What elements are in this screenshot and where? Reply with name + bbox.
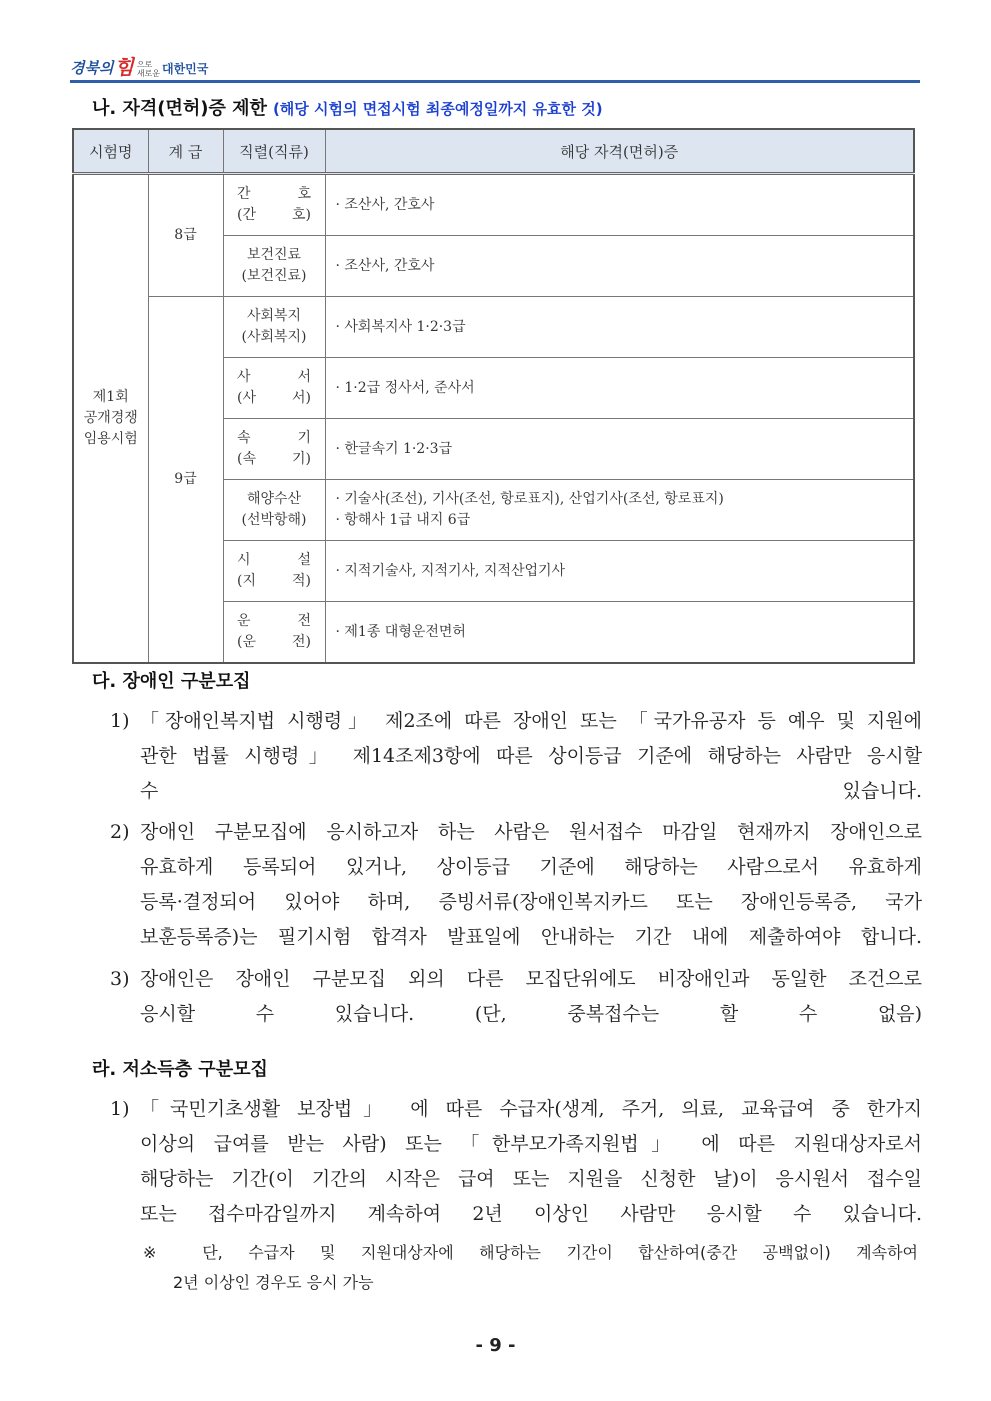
series-sub: (간 호): [237, 207, 311, 223]
series-name: 간 호: [237, 186, 311, 202]
section-na-heading: 나. 자격(면허)증 제한: [92, 98, 267, 119]
qualification-cell: [325, 174, 914, 236]
paragraph-line: 관한 법률 시행령」 제14조제3항에 따른 상이등급 기준에 해당하는 사람만 응시할: [140, 745, 922, 767]
item-number: 1): [110, 1098, 130, 1120]
exam-name-line: 임용시험: [83, 431, 138, 447]
series-cell: [223, 236, 325, 297]
logo-small-top: 으로: [136, 60, 153, 69]
qualification-text: · 1·2급 정사서, 준사서: [335, 379, 475, 396]
paragraph-line: 응시할 수 있습니다. (단, 중복접수는 할 수 없음): [140, 1003, 922, 1025]
da-item-2: [110, 815, 922, 955]
table-row: [73, 297, 914, 358]
logo-small-text: [137, 60, 160, 78]
series-sub: (속 기): [237, 451, 311, 467]
paragraph-line: 장애인은 장애인 구분모집 외의 다른 모집단위에도 비장애인과 동일한 조건으로: [140, 968, 922, 990]
header-grade: 계 급: [148, 129, 223, 174]
paragraph-line: 해당하는 기간(이 기간의 시작은 급여 또는 지원을 신청한 날)이 응시원서 접수일: [140, 1168, 922, 1190]
section-na-title: [92, 94, 603, 120]
logo-small-bottom: 새로운: [136, 69, 160, 78]
series-cell: [223, 358, 325, 419]
qualification-text: · 조산사, 간호사: [335, 196, 435, 213]
qualification-cell: [325, 236, 914, 297]
series-sub: (선박항해): [241, 512, 307, 528]
paragraph-line: 장애인 구분모집에 응시하고자 하는 사람은 원서접수 마감일 현재까지 장애인으로: [140, 821, 922, 843]
series-name: 사 서: [237, 369, 311, 385]
series-sub: (운 전): [237, 634, 311, 650]
qualification-table: [72, 128, 915, 664]
header-series: 직렬(직류): [223, 129, 325, 174]
series-cell: [223, 174, 325, 236]
item-number: 2): [110, 821, 130, 843]
paragraph-line: 또는 접수마감일까지 계속하여 2년 이상인 사람만 응시할 수 있습니다.: [140, 1203, 922, 1225]
series-name: 보건진료: [246, 247, 302, 263]
series-cell: [223, 480, 325, 541]
note-line: ※ 단, 수급자 및 지원대상자에 해당하는 기간이 합산하여(중간 공백없이) 계속하여: [143, 1243, 918, 1262]
series-name: 해양수산: [246, 491, 302, 507]
series-name: 운 전: [237, 613, 311, 629]
logo-script: 경북의: [70, 59, 114, 77]
grade-9-cell: 9급: [148, 297, 223, 664]
qualification-text: · 사회복지사 1·2·3급: [335, 318, 466, 335]
paragraph-line: 보훈등록증)는 필기시험 합격자 발표일에 안내하는 기간 내에 제출하여야 합니다.: [140, 926, 922, 948]
qualification-cell: [325, 358, 914, 419]
series-name: 시 설: [237, 552, 311, 568]
series-cell: [223, 419, 325, 480]
note-line: 2년 이상인 경우도 응시 가능: [173, 1273, 374, 1292]
header-rule: [70, 80, 920, 83]
item-number: 1): [110, 710, 130, 732]
page-number: - 9 -: [475, 1335, 516, 1356]
table-header-row: [73, 129, 914, 174]
series-sub: (보건진료): [241, 268, 307, 284]
header-exam: 시험명: [73, 129, 148, 174]
series-cell: [223, 297, 325, 358]
section-ra-title: 라. 저소득층 구분모집: [92, 1059, 268, 1080]
logo-mark: 힘: [114, 55, 134, 79]
qualification-cell: [325, 419, 914, 480]
qualification-text: · 한글속기 1·2·3급: [335, 440, 453, 457]
series-sub: (지 적): [237, 573, 311, 589]
qualification-cell: [325, 480, 914, 541]
header-qualification: 해당 자격(면허)증: [325, 129, 914, 174]
paragraph-line: 등록·결정되어 있어야 하며, 증빙서류(장애인복지카드 또는 장애인등록증, 국가: [140, 891, 922, 913]
exam-name-line: 공개경쟁: [83, 410, 138, 426]
paragraph-line: 이상의 급여를 받는 사람) 또는 「한부모가족지원법」 에 따른 지원대상자로서: [140, 1133, 922, 1155]
exam-name-line: 제1회: [92, 389, 129, 405]
item-number: 3): [110, 968, 130, 990]
qualification-cell: [325, 297, 914, 358]
gyeongbuk-logo: [70, 50, 208, 78]
logo-big-text: 대한민국: [162, 62, 209, 76]
qualification-text: · 항해사 1급 내지 6급: [335, 512, 471, 528]
qualification-text: · 제1종 대형운전면허: [335, 623, 466, 640]
section-da-title: 다. 장애인 구분모집: [92, 671, 251, 692]
page-header: [70, 50, 920, 84]
paragraph-line: 유효하게 등록되어 있거나, 상이등급 기준에 해당하는 사람으로서 유효하게: [140, 856, 922, 878]
grade-8-cell: 8급: [148, 174, 223, 297]
ra-note: [143, 1238, 918, 1298]
exam-name-cell: [73, 174, 148, 664]
series-sub: (사회복지): [241, 329, 307, 345]
ra-item-1: [110, 1092, 922, 1232]
section-na-note: (해당 시험의 면접시험 최종예정일까지 유효한 것): [272, 100, 603, 118]
qualification-text: · 기술사(조선), 기사(조선, 항로표지), 산업기사(조선, 항로표지): [335, 491, 724, 507]
series-name: 속 기: [237, 430, 311, 446]
paragraph-line: 「국민기초생활 보장법」 에 따른 수급자(생계, 주거, 의료, 교육급여 중 한가지: [140, 1098, 922, 1120]
paragraph-line: 수 있습니다.: [140, 780, 922, 802]
qualification-text: · 지적기술사, 지적기사, 지적산업기사: [335, 562, 566, 579]
qualification-text: · 조산사, 간호사: [335, 257, 435, 274]
paragraph-line: 「장애인복지법 시행령」 제2조에 따른 장애인 또는 「국가유공자 등 예우 및 지원에: [140, 710, 922, 732]
da-item-3: [110, 962, 922, 1032]
series-name: 사회복지: [246, 308, 302, 324]
table-row: [73, 174, 914, 236]
qualification-cell: [325, 602, 914, 664]
series-sub: (사 서): [237, 390, 311, 406]
da-item-1: [110, 704, 922, 809]
qualification-cell: [325, 541, 914, 602]
series-cell: [223, 602, 325, 664]
series-cell: [223, 541, 325, 602]
